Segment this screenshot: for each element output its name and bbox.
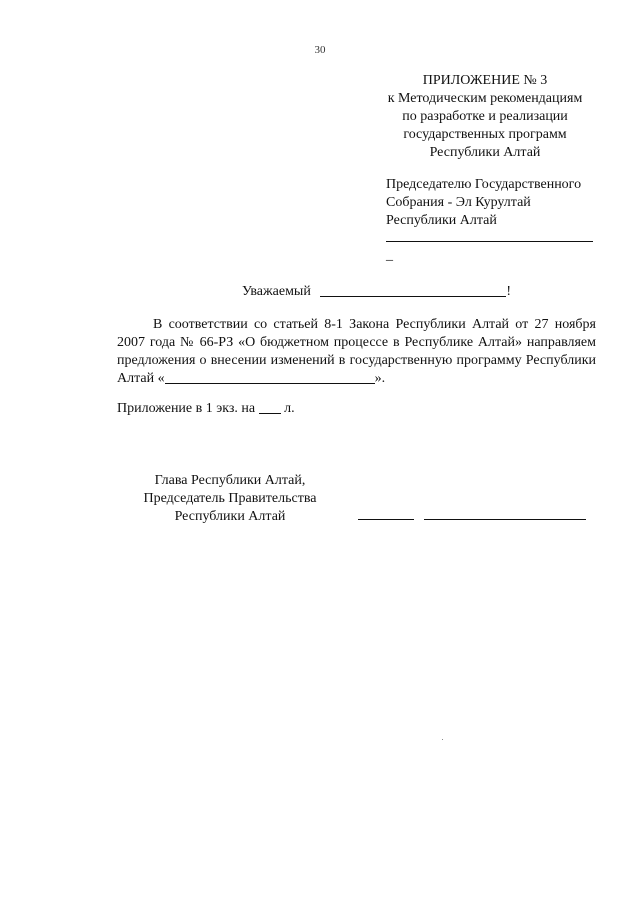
name-blank bbox=[424, 519, 586, 520]
page-number: 30 bbox=[314, 44, 326, 56]
salutation bbox=[242, 283, 511, 301]
body-paragraph-end: ». bbox=[374, 371, 386, 386]
signature-line: Республики Алтай bbox=[174, 509, 286, 524]
appendix-header bbox=[355, 72, 615, 162]
addressee-line: Республики Алтай bbox=[386, 213, 497, 228]
addressee-blank-tail: _ bbox=[386, 248, 393, 263]
appendix-line: к Методическим рекомендациям bbox=[387, 91, 583, 106]
signature-blank bbox=[358, 519, 414, 520]
salutation-prefix: Уважаемый bbox=[242, 284, 311, 299]
addressee-line: Председателю Государственного bbox=[386, 177, 582, 192]
salutation-suffix: ! bbox=[506, 284, 512, 299]
attachment-line bbox=[117, 400, 295, 418]
appendix-line: по разработке и реализации bbox=[402, 109, 568, 124]
addressee-block bbox=[386, 176, 581, 230]
body-paragraph-text: В соответствии со статьей 8-1 Закона Республики Алтай от 27 ноября 2007 года № 66-РЗ «О бюджетном процессе в Республике Алтай» направляем предложения о внесении изменений в государственную программу Республики Алтай « bbox=[117, 317, 596, 386]
body-paragraph bbox=[117, 316, 596, 388]
appendix-line: Республики Алтай bbox=[429, 145, 541, 160]
scan-speck bbox=[442, 739, 443, 740]
program-name-blank bbox=[165, 383, 375, 384]
appendix-title: ПРИЛОЖЕНИЕ № 3 bbox=[422, 73, 548, 88]
addressee-line: Собрания - Эл Курултай bbox=[386, 195, 531, 210]
signature-line: Глава Республики Алтай, bbox=[154, 473, 306, 488]
attachment-prefix: Приложение в 1 экз. на bbox=[117, 401, 256, 416]
signature-block bbox=[130, 472, 330, 526]
addressee-name-blank bbox=[386, 241, 593, 242]
attachment-suffix: л. bbox=[284, 401, 295, 416]
signature-line: Председатель Правительства bbox=[143, 491, 317, 506]
appendix-line: государственных программ bbox=[403, 127, 567, 142]
salutation-name-blank bbox=[320, 296, 506, 297]
attachment-pages-blank bbox=[259, 413, 281, 414]
